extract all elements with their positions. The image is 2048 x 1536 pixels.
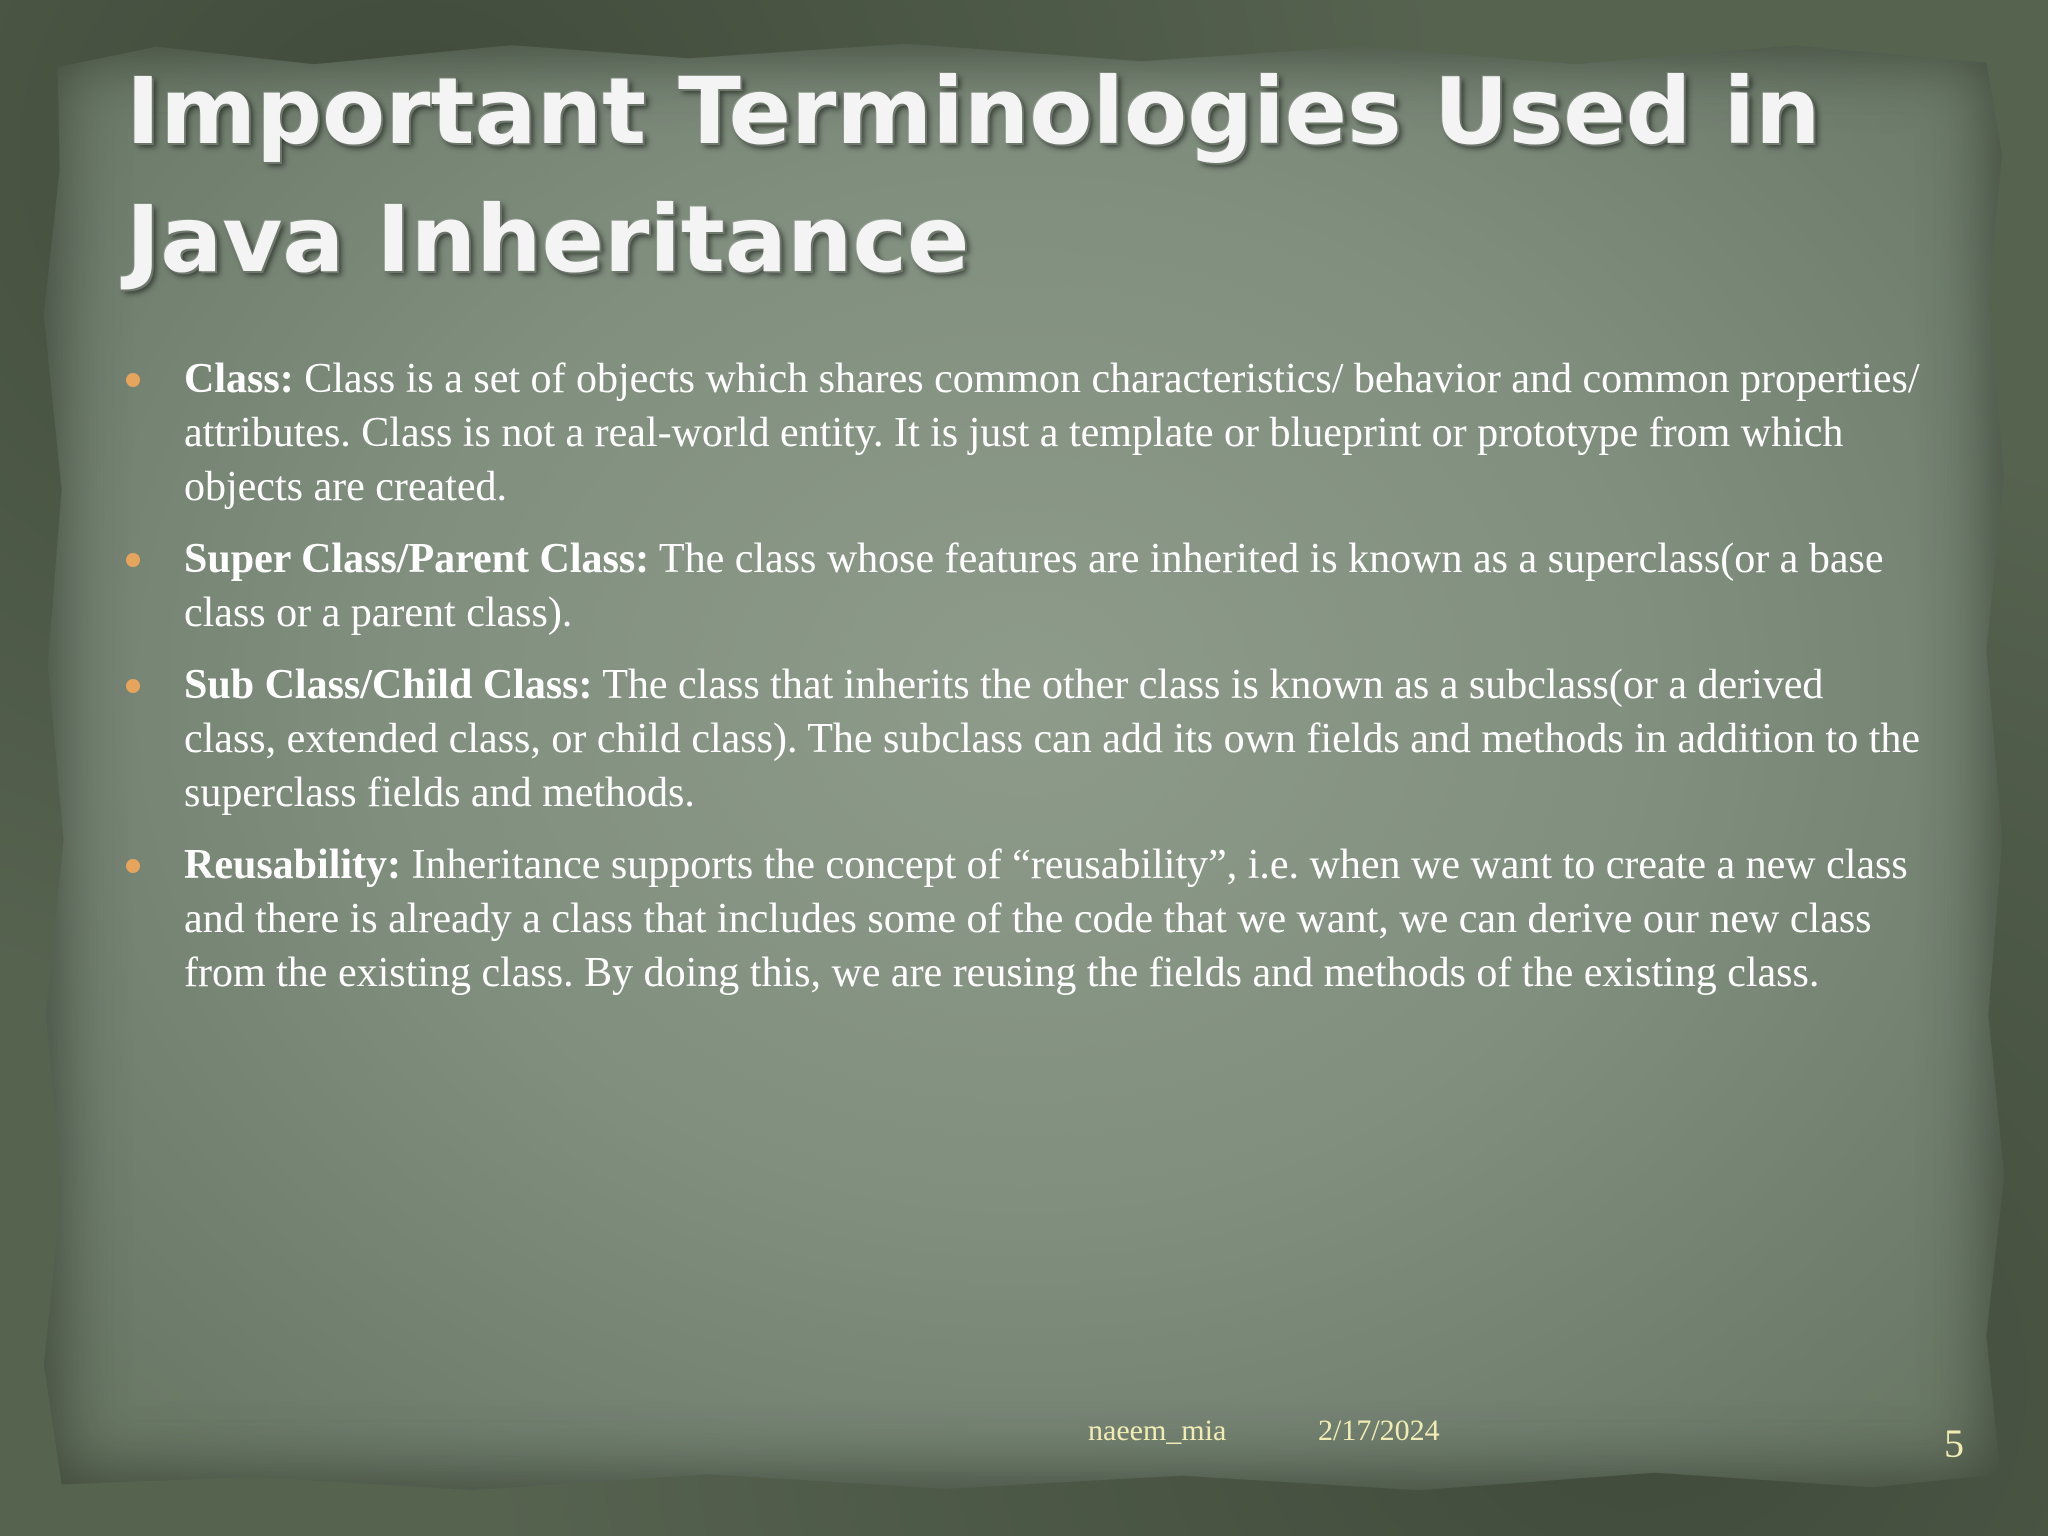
- bullet-list: [126, 352, 1926, 1018]
- bullet-text: The class that inherits the other class is known as a subclass(or a derived class, extended class, or child class). The subclass can add its own fields and methods in addition to the superclass fields and methods.: [184, 662, 1921, 816]
- bullet-text: Inheritance supports the concept of “reusability”, i.e. when we want to create a new class and there is already a class that includes some of the code that we want, we can derive our new class from the existing class. By doing this, we are reusing the fields and methods of the existing class.: [184, 842, 1908, 996]
- bullet-item-sub-class: [126, 658, 1926, 820]
- bullet-term: Class:: [184, 356, 294, 402]
- bullet-term: Reusability:: [184, 842, 402, 888]
- slide-title-line-1: Important Terminologies Used in: [126, 58, 1821, 165]
- slide-title-line-2: Java Inheritance: [126, 186, 970, 293]
- bullet-item-reusability: [126, 838, 1926, 1000]
- bullet-dot-icon: [126, 553, 140, 567]
- bullet-item-class: [126, 352, 1926, 514]
- bullet-term: Sub Class/Child Class:: [184, 662, 593, 708]
- bullet-item-super-class: [126, 532, 1926, 640]
- bullet-term: Super Class/Parent Class:: [184, 536, 650, 582]
- page-number: 5: [1944, 1421, 1964, 1466]
- bullet-text: The class whose features are inherited is known as a superclass(or a base class or a parent class).: [184, 536, 1884, 636]
- bullet-text: Class is a set of objects which shares common characteristics/ behavior and common properties/ attributes. Class is not a real-world entity. It is just a template or blueprint or prototype from which objects are created.: [184, 356, 1920, 510]
- bullet-dot-icon: [126, 373, 140, 387]
- bullet-dot-icon: [126, 679, 140, 693]
- slide-title: [126, 48, 1926, 304]
- footer-author: naeem_mia: [1088, 1414, 1227, 1447]
- bullet-dot-icon: [126, 859, 140, 873]
- footer-date: 2/17/2024: [1318, 1414, 1440, 1447]
